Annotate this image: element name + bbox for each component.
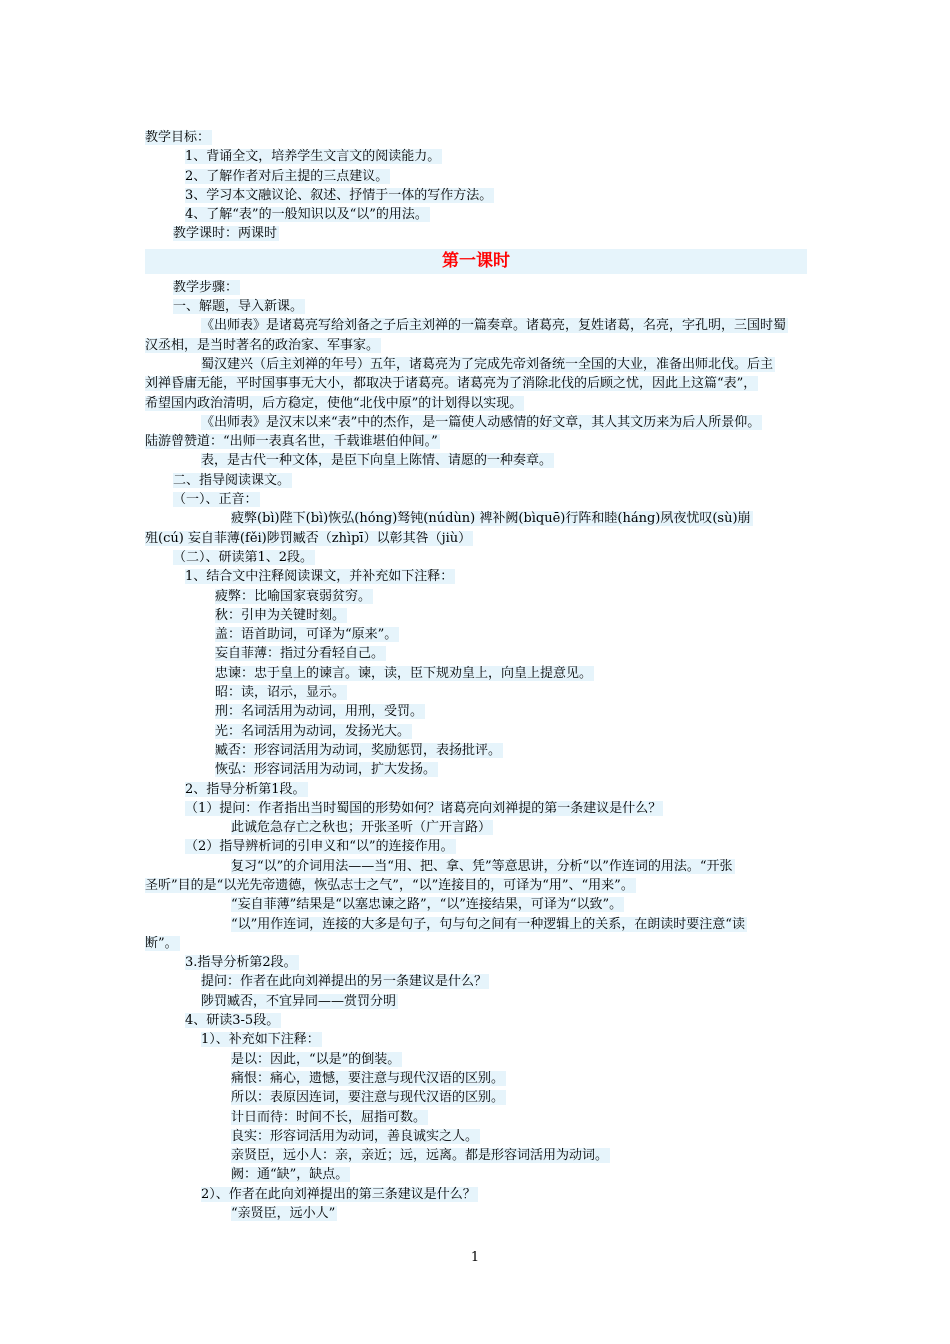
text-line [145, 780, 807, 799]
text-line [145, 1030, 807, 1049]
text-line [145, 702, 807, 721]
text-line [145, 205, 807, 224]
line-text: 秋：引申为关键时刻。 [215, 607, 346, 623]
line-text: 1、背诵全文，培养学生文言文的阅读能力。 [185, 149, 441, 165]
line-text: 光：名词活用为动词，发扬光大。 [215, 723, 411, 739]
text-line [145, 1185, 807, 1204]
line-text: 所以：表原因连词，要注意与现代汉语的区别。 [231, 1090, 505, 1106]
text-line [145, 490, 807, 509]
line-text: （一）、正音： [173, 492, 258, 508]
line-text: “妄自菲薄”结果是“以塞忠谏之路”，“以”连接结果，可译为“以致”。 [231, 897, 623, 913]
line-text: （2）指导辨析词的引申义和“以”的连接作用。 [185, 839, 454, 855]
text-line [145, 224, 807, 243]
line-text: 二、指导阅读课文。 [173, 472, 291, 488]
text-line [145, 1069, 807, 1088]
line-text: 3.指导分析第2段。 [185, 955, 297, 971]
line-text: 亲贤臣，远小人：亲，亲近；远，远离。都是形容词活用为动词。 [231, 1148, 609, 1164]
text-line [145, 741, 807, 760]
text-line [145, 972, 807, 991]
line-text: 痛恨：痛心，遗憾，要注意与现代汉语的区别。 [231, 1070, 505, 1086]
objectives-block [145, 128, 807, 244]
line-text: 教学目标： [145, 130, 211, 145]
line-text: 恢弘：形容词活用为动词，扩大发扬。 [215, 762, 437, 778]
text-line [145, 953, 807, 972]
text-line [145, 587, 807, 606]
line-text: 汉丞相，是当时著名的政治家、军事家。 [145, 337, 380, 353]
text-line [145, 316, 807, 335]
text-line [145, 471, 807, 490]
line-text: 阙：通“缺”，缺点。 [231, 1167, 349, 1183]
text-line [145, 297, 807, 316]
text-line [145, 664, 807, 683]
text-line [145, 147, 807, 166]
line-text: 断”。 [145, 935, 178, 951]
line-text: 疲弊：比喻国家衰弱贫穷。 [215, 588, 372, 604]
text-line [145, 644, 807, 663]
line-text: 《出师表》是诸葛亮写给刘备之子后主刘禅的一篇奏章。诸葛亮，复姓诸葛，名亮，字孔明，三国时蜀 [201, 318, 787, 334]
text-line [145, 1146, 807, 1165]
text-line [145, 1088, 807, 1107]
line-text: 《出师表》是汉末以来“表”中的杰作，是一篇使人动感情的好文章，其人其文历来为后人所景仰。 [201, 414, 761, 430]
line-text: 臧否：形容词活用为动词，奖励惩罚，表扬批评。 [215, 742, 502, 758]
line-text: 陟罚臧否，不宜异同——赏罚分明 [201, 993, 397, 1009]
line-text: 盖：语首助词，可译为“原来”。 [215, 627, 398, 643]
text-line [145, 837, 807, 856]
line-text: 教学课时：两课时 [173, 226, 278, 242]
line-text: 1）、补充如下注释： [201, 1032, 320, 1048]
text-line [145, 895, 807, 914]
text-line [145, 186, 807, 205]
text-line [145, 1050, 807, 1069]
line-text: 妄自菲薄：指过分看轻自己。 [215, 646, 385, 662]
line-text: 蜀汉建兴（后主刘禅的年号）五年，诸葛亮为了完成先帝刘备统一全国的大业，准备出师北伐。后主 [201, 356, 774, 372]
text-line [145, 451, 807, 470]
line-text: 忠谏：忠于皇上的谏言。谏，读，臣下规劝皇上，向皇上提意见。 [215, 665, 593, 681]
line-text: 计日而待：时间不长，屈指可数。 [231, 1109, 427, 1125]
line-text: 刘禅昏庸无能，平时国事事无大小，都取决于诸葛亮。诸葛亮为了消除北伐的后顾之忧，因此上这篇“表”， [145, 376, 757, 392]
line-text: 陆游曾赞道：“出师一表真名世，千载谁堪伯仲间。” [145, 434, 438, 450]
text-line [145, 278, 807, 297]
text-line [145, 567, 807, 586]
text-line [145, 915, 807, 934]
line-text: 一、解题，导入新课。 [173, 299, 304, 315]
line-text: 4、了解“表”的一般知识以及“以”的用法。 [185, 207, 428, 223]
line-text: 是以：因此，“以是”的倒装。 [231, 1051, 401, 1067]
text-line [145, 934, 807, 953]
section-title: 第一课时 [145, 244, 807, 278]
text-line [145, 1127, 807, 1146]
text-line [145, 876, 807, 895]
line-text: （二）、研读第1、2段。 [173, 549, 314, 565]
line-text: 良实：形容词活用为动词，善良诚实之人。 [231, 1128, 479, 1144]
text-line [145, 1165, 807, 1184]
text-line [145, 413, 807, 432]
document-body [145, 128, 807, 1223]
text-line [145, 799, 807, 818]
text-line [145, 722, 807, 741]
text-line [145, 432, 807, 451]
text-line [145, 683, 807, 702]
line-text: 殂(cú) 妄自菲薄(fěi)陟罚臧否（zhìpī）以彰其咎（jiù） [145, 530, 472, 546]
text-line [145, 167, 807, 186]
line-text: 教学步骤： [173, 279, 239, 295]
text-line [145, 857, 807, 876]
line-text: 1、结合文中注释阅读课文，并补充如下注释： [185, 569, 454, 585]
line-text: “以”用作连词，连接的大多是句子，句与句之间有一种逻辑上的关系，在朗读时要注意“读 [231, 916, 745, 932]
text-line [145, 355, 807, 374]
line-text: 3、学习本文融议论、叙述、抒情于一体的写作方法。 [185, 187, 493, 203]
text-line [145, 1204, 807, 1223]
text-line [145, 548, 807, 567]
line-text: 复习“以”的介词用法——当“用、把、拿、凭”等意思讲，分析“以”作连词的用法。“开张 [231, 858, 733, 874]
text-line [145, 374, 807, 393]
line-text: 2、指导分析第1段。 [185, 781, 306, 797]
line-text: 圣听”目的是“以光先帝遗德，恢弘志士之气”，“以”连接目的，可译为“用”、“用来”。 [145, 877, 634, 893]
text-line [145, 128, 807, 147]
text-line [145, 818, 807, 837]
text-line [145, 529, 807, 548]
text-line [145, 1011, 807, 1030]
text-line [145, 606, 807, 625]
steps-block [145, 278, 807, 1224]
line-text: 希望国内政治清明，后方稳定，使他“北伐中原”的计划得以实现。 [145, 395, 523, 411]
line-text: 昭：读，诏示，显示。 [215, 685, 346, 701]
text-line [145, 992, 807, 1011]
line-text: “亲贤臣，远小人” [231, 1206, 336, 1222]
text-line [145, 760, 807, 779]
text-line [145, 509, 807, 528]
text-line [145, 625, 807, 644]
page-number: 1 [470, 1250, 480, 1265]
line-text: （1）提问：作者指出当时蜀国的形势如何？诸葛亮向刘禅提的第一条建议是什么？ [185, 800, 662, 816]
line-text: 2、了解作者对后主提的三点建议。 [185, 168, 389, 184]
line-text: 表，是古代一种文体，是臣下向皇上陈情、请愿的一种奏章。 [201, 453, 553, 469]
line-text: 此诚危急存亡之秋也；开张圣听（广开言路） [231, 820, 492, 836]
line-text: 提问：作者在此向刘禅提出的另一条建议是什么？ [201, 974, 488, 990]
text-line [145, 336, 807, 355]
line-text: 刑：名词活用为动词，用刑，受罚。 [215, 704, 424, 720]
text-line [145, 1108, 807, 1127]
text-line [145, 394, 807, 413]
line-text: 2）、作者在此向刘禅提出的第三条建议是什么？ [201, 1186, 476, 1202]
line-text: 疲弊(bì)陛下(bì)恢弘(hóng)驽钝(núdùn) 裨补阙(bìquē)行阵和睦(háng)夙夜忧叹(sù)崩 [231, 511, 751, 527]
line-text: 4、研读3-5段。 [185, 1013, 280, 1029]
